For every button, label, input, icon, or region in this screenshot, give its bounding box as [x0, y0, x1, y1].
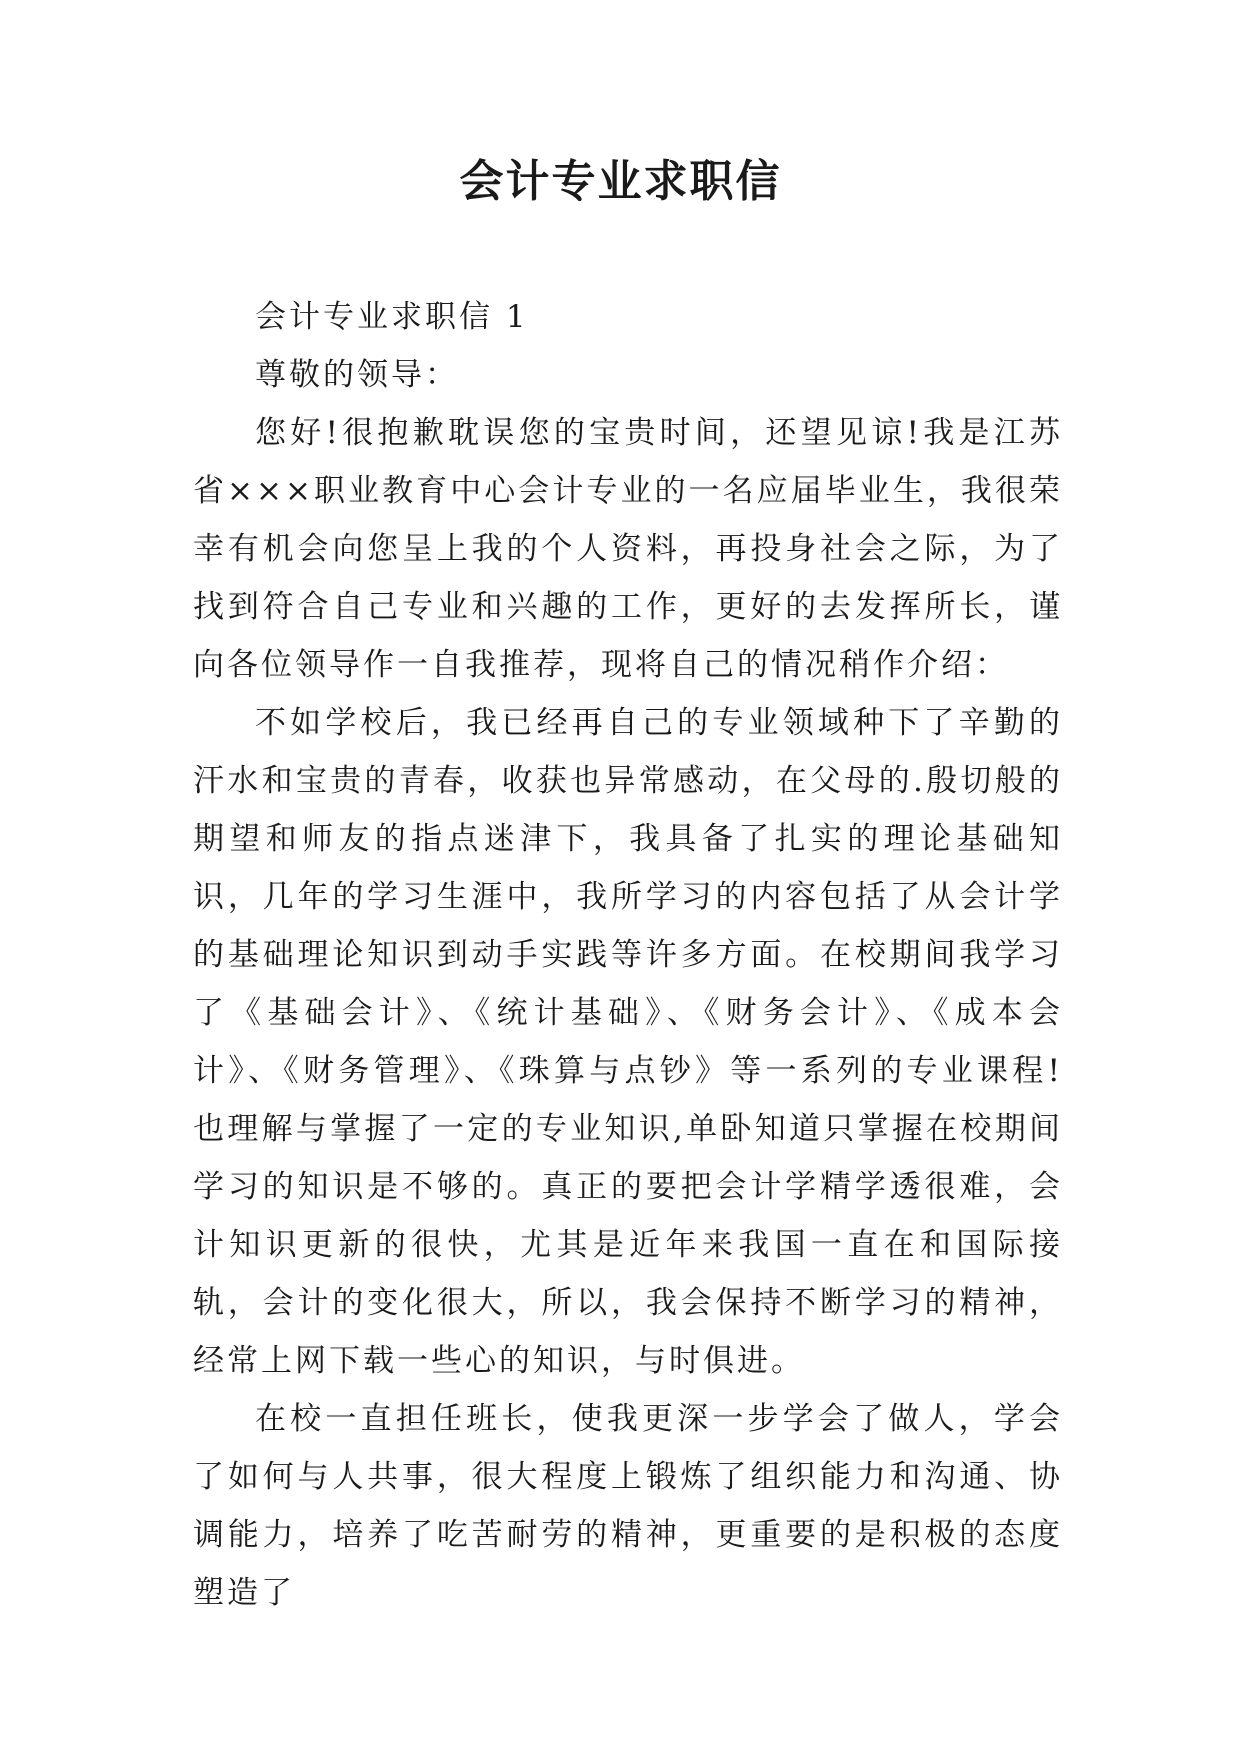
paragraph-salutation: 尊敬的领导：: [255, 357, 459, 393]
paragraph-experience: 在校一直担任班长，使我更深一步学会了做人，学会了如何与人共事，很大程度上锻炼了组织能力和沟通、协调能力，培养了吃苦耐劳的精神，更重要的是积极的态度塑造了: [193, 1401, 1063, 1611]
paragraph-heading: 会计专业求职信 1: [255, 299, 529, 335]
document-body: [193, 288, 1063, 1622]
paragraph-education: 不如学校后，我已经再自己的专业领域种下了辛勤的汗水和宝贵的青春，收获也异常感动，在父母的.殷切般的期望和师友的指点迷津下，我具备了扎实的理论基础知识，几年的学习生涯中，我所学习的内容包括了从会计学的基础理论知识到动手实践等许多方面。在校期间我学习了《基础会计》、《统计基础》、《财务会计》、《成本会计》、《财务管理》、《珠算与点钞》等一系列的专业课程!也理解与掌握了一定的专业知识,单卧知道只掌握在校期间学习的知识是不够的。真正的要把会计学精学透很难，会计知识更新的很快，尤其是近年来我国一直在和国际接轨，会计的变化很大，所以，我会保持不断学习的精神，经常上网下载一些心的知识，与时俱进。: [193, 705, 1063, 1379]
document-title: 会计专业求职信: [459, 156, 782, 207]
paragraph-introduction: 您好!很抱歉耽误您的宝贵时间，还望见谅!我是江苏省×××职业教育中心会计专业的一名应届毕业生，我很荣幸有机会向您呈上我的个人资料，再投身社会之际，为了找到符合自己专业和兴趣的工作，更好的去发挥所长，谨向各位领导作一自我推荐，现将自己的情况稍作介绍：: [193, 415, 1063, 683]
